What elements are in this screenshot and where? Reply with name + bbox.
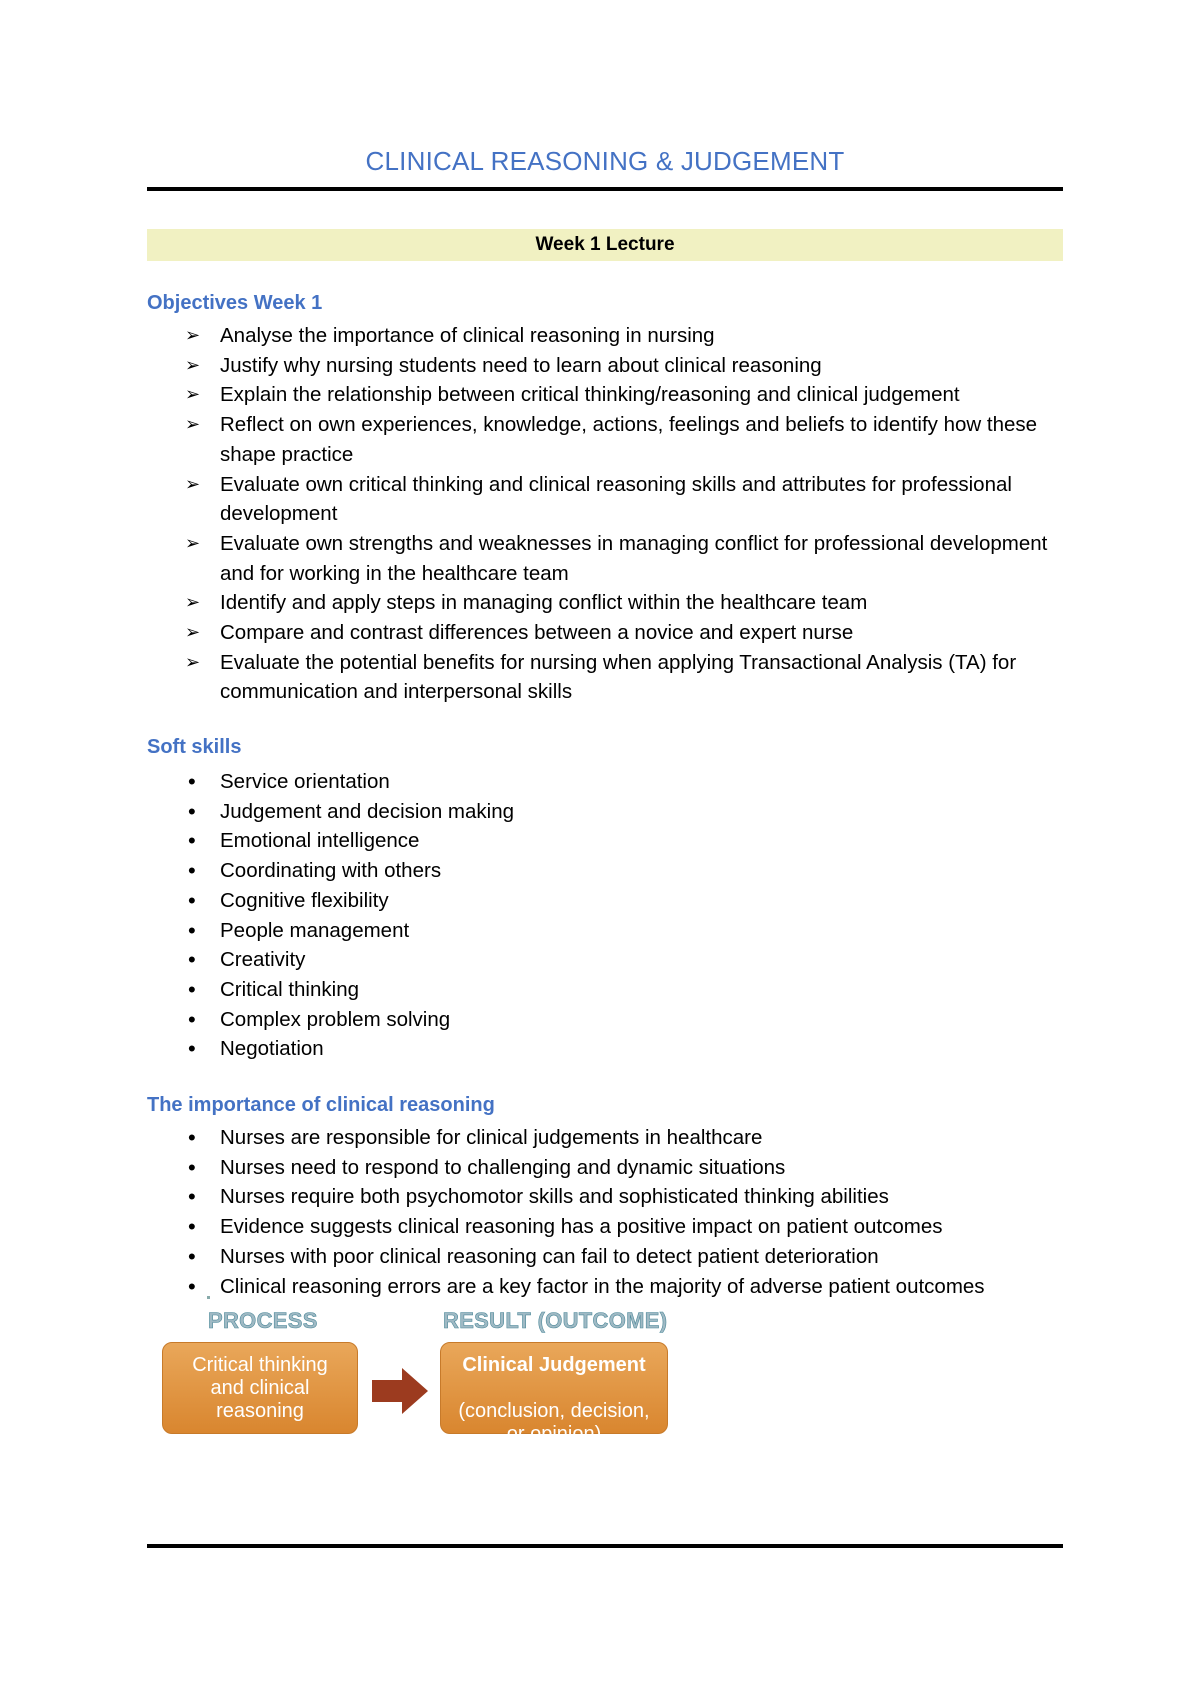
bullet-icon: • xyxy=(188,1154,196,1180)
bullet-icon: • xyxy=(188,917,196,943)
list-item: ➢ Reflect on own experiences, knowledge, actions, feelings and beliefs to identify how these shape practice xyxy=(185,410,1065,469)
process-result-diagram xyxy=(158,1308,678,1445)
arrow-bullet-icon: ➢ xyxy=(185,473,201,494)
list-item: ➢ Evaluate own strengths and weaknesses in managing conflict for professional development and for working in the healthcare team xyxy=(185,529,1065,588)
arrow-bullet-icon: ➢ xyxy=(185,592,201,613)
list-item: • Nurses with poor clinical reasoning can fail to detect patient deterioration xyxy=(185,1242,1065,1272)
process-box-text: Critical thinking and clinical reasoning xyxy=(192,1353,328,1422)
arrow-bullet-icon: ➢ xyxy=(185,651,201,672)
list-item: ➢ Justify why nursing students need to learn about clinical reasoning xyxy=(185,351,1065,381)
list-item: ➢ Compare and contrast differences between a novice and expert nurse xyxy=(185,618,1065,648)
right-arrow-icon xyxy=(372,1368,428,1414)
list-item: • Evidence suggests clinical reasoning has a positive impact on patient outcomes xyxy=(185,1212,1065,1242)
top-rule xyxy=(147,187,1063,191)
list-item: • Critical thinking xyxy=(185,975,1065,1005)
list-item: • Cognitive flexibility xyxy=(185,886,1065,916)
objectives-heading: Objectives Week 1 xyxy=(147,292,323,314)
bullet-icon: • xyxy=(188,798,196,824)
bullet-icon: • xyxy=(188,1214,196,1240)
arrow-bullet-icon: ➢ xyxy=(185,532,201,553)
bullet-icon: • xyxy=(188,828,196,854)
list-item: • Clinical reasoning errors are a key factor in the majority of adverse patient outcomes xyxy=(185,1272,1065,1302)
list-item: ➢ Explain the relationship between critical thinking/reasoning and clinical judgement xyxy=(185,380,1065,410)
result-label: RESULT (OUTCOME) xyxy=(443,1308,668,1333)
list-item: ➢ Identify and apply steps in managing conflict within the healthcare team xyxy=(185,588,1065,618)
bullet-icon: • xyxy=(188,769,196,794)
arrow-bullet-icon: ➢ xyxy=(185,414,201,435)
soft-skills-heading: Soft skills xyxy=(147,736,242,758)
result-box-detail: (conclusion, decision, or opinion) xyxy=(458,1399,650,1445)
list-item: • Service orientation xyxy=(185,767,1065,797)
arrow-bullet-icon: ➢ xyxy=(185,354,201,375)
document-title: CLINICAL REASONING & JUDGEMENT xyxy=(365,146,845,176)
stray-dot xyxy=(207,1296,210,1299)
list-item: • Coordinating with others xyxy=(185,856,1065,886)
bullet-icon: • xyxy=(188,887,196,913)
arrow-bullet-icon: ➢ xyxy=(185,325,201,345)
list-item: • Nurses need to respond to challenging and dynamic situations xyxy=(185,1153,1065,1183)
process-label: PROCESS xyxy=(208,1308,318,1333)
bullet-icon: • xyxy=(188,1125,196,1150)
importance-list xyxy=(185,1123,1065,1301)
list-item: • Judgement and decision making xyxy=(185,797,1065,827)
bullet-icon: • xyxy=(188,1243,196,1269)
bullet-icon: • xyxy=(188,947,196,973)
list-item: ➢ Evaluate own critical thinking and clinical reasoning skills and attributes for professional development xyxy=(185,470,1065,529)
list-item: • Negotiation xyxy=(185,1034,1065,1064)
list-item: ➢ Analyse the importance of clinical reasoning in nursing xyxy=(185,321,1065,351)
soft-skills-list xyxy=(185,767,1065,1064)
bullet-icon: • xyxy=(188,976,196,1002)
list-item: • Complex problem solving xyxy=(185,1005,1065,1035)
list-item: • Emotional intelligence xyxy=(185,826,1065,856)
bullet-icon: • xyxy=(188,1006,196,1032)
list-item: • Nurses require both psychomotor skills and sophisticated thinking abilities xyxy=(185,1182,1065,1212)
result-box-title: Clinical Judgement xyxy=(462,1353,646,1376)
result-box xyxy=(440,1342,668,1445)
bottom-rule xyxy=(147,1544,1063,1548)
list-item: ➢ Evaluate the potential benefits for nursing when applying Transactional Analysis (TA) for communication and interpersonal skills xyxy=(185,648,1065,707)
list-item: • Creativity xyxy=(185,945,1065,975)
list-item: • People management xyxy=(185,916,1065,946)
bullet-icon: • xyxy=(188,1273,196,1299)
arrow-bullet-icon: ➢ xyxy=(185,384,201,405)
bullet-icon: • xyxy=(188,1184,196,1210)
bullet-icon: • xyxy=(188,1036,196,1062)
week-label: Week 1 Lecture xyxy=(147,229,1063,261)
list-item: • Nurses are responsible for clinical judgements in healthcare xyxy=(185,1123,1065,1153)
process-box xyxy=(162,1342,358,1434)
importance-heading: The importance of clinical reasoning xyxy=(147,1094,495,1116)
objectives-list xyxy=(185,321,1065,707)
bullet-icon: • xyxy=(188,858,196,884)
arrow-bullet-icon: ➢ xyxy=(185,622,201,643)
